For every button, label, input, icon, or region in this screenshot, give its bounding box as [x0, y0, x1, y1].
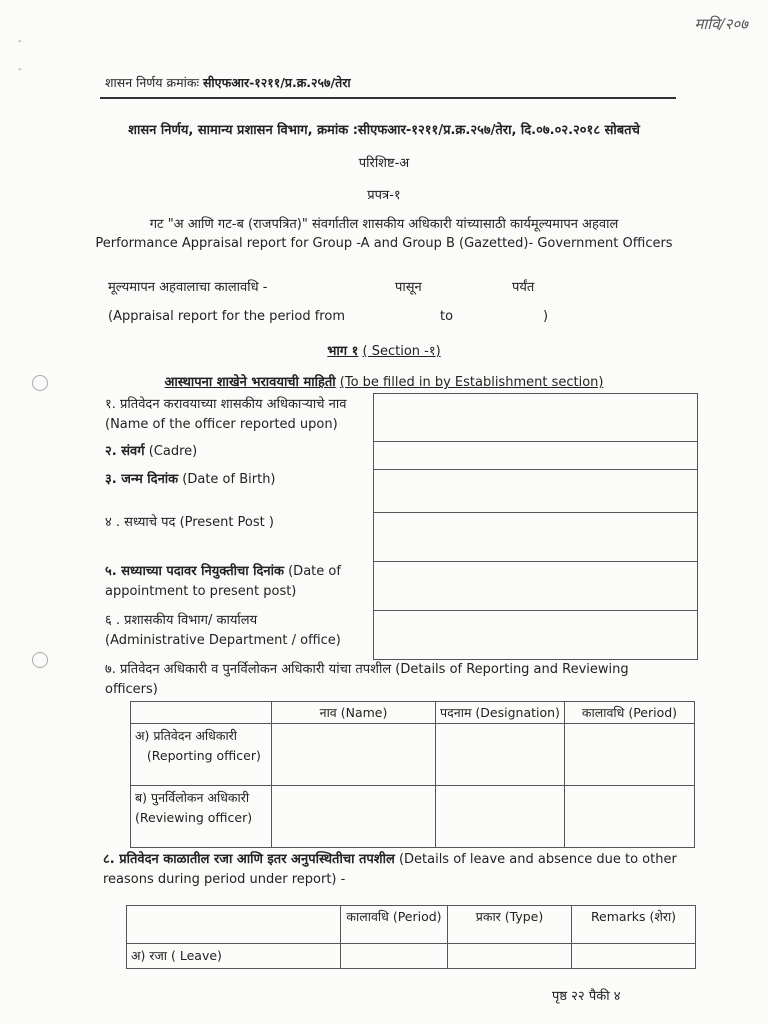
field-label-name: १. प्रतिवेदन करावयाच्या शासकीय अधिकाऱ्याचे नाव (Name of the officer reported upon) [105, 397, 347, 432]
leave-period-cell[interactable] [341, 944, 448, 969]
header-rule [100, 97, 676, 99]
section-title: भाग १ ( Section -१) [327, 344, 441, 359]
table-row [131, 786, 695, 848]
establishment-heading: आस्थापना शाखेने भरावयाची माहिती (To be filled in by Establishment section) [164, 375, 604, 390]
q8-heading: ८. प्रतिवेदन काळातील रजा आणि इतर अनुपस्थितीचा तपशील (Details of leave and absence due to other reasons during period under report) - [103, 852, 677, 887]
table-header: पदनाम (Designation) [436, 702, 565, 724]
reporting-name-cell[interactable] [272, 724, 436, 786]
heading-marathi: गट "अ आणि गट-ब (राजपत्रित)" संवर्गातील शासकीय अधिकारी यांच्यासाठी कार्यमूल्यमापन अहवाल [149, 217, 619, 232]
q7-heading: ७. प्रतिवेदन अधिकारी व पुनर्विलोकन अधिकारी यांचा तपशील (Details of Reporting and Reviewing officers) [105, 662, 629, 697]
field-label-post: ४ . सध्याचे पद (Present Post ) [105, 515, 274, 530]
form-number: प्रपत्र-१ [367, 188, 401, 203]
table-row [131, 724, 695, 786]
reviewing-name-cell[interactable] [272, 786, 436, 848]
period-label-mr: मूल्यमापन अहवालाचा कालावधि - [108, 280, 268, 295]
row-label-leave: अ) रजा ( Leave) [127, 944, 341, 969]
header-reference: शासन निर्णय क्रमांकः सीएफआर-१२११/प्र.क्र.२५७/तेरा [105, 75, 351, 90]
post-field[interactable] [374, 513, 698, 562]
reviewing-designation-cell[interactable] [436, 786, 565, 848]
officers-table [130, 701, 695, 848]
period-label-en: (Appraisal report for the period from [108, 309, 345, 324]
table-header [131, 702, 272, 724]
table-header: Remarks (शेरा) [572, 906, 696, 944]
punch-hole [32, 652, 48, 668]
period-from-mr: पासून [395, 280, 422, 295]
reporting-designation-cell[interactable] [436, 724, 565, 786]
row-label-reviewing: ब) पुनर्विलोकन अधिकारी (Reviewing officer) [131, 786, 272, 848]
table-header [127, 906, 341, 944]
table-header: कालावधि (Period) [565, 702, 695, 724]
period-to-mr: पर्यंत [512, 280, 535, 295]
document-title: शासन निर्णय, सामान्य प्रशासन विभाग, क्रमांक :सीएफआर-१२११/प्र.क्र.२५७/तेरा, दि.०७.०२.२०१८ सोबतचे [128, 123, 640, 138]
field-label-appointment: ५. सध्याच्या पदावर नियुक्तीचा दिनांक (Date of appointment to present post) [105, 564, 341, 599]
field-label-department: ६ . प्रशासकीय विभाग/ कार्यालय (Administrative Department / office) [105, 613, 341, 648]
table-header: नाव (Name) [272, 702, 436, 724]
cadre-field[interactable] [374, 442, 698, 470]
field-label-cadre: २. संवर्ग (Cadre) [105, 444, 198, 459]
handwritten-note: मावि/२०७ [694, 15, 748, 33]
field-label-dob: ३. जन्म दिनांक (Date of Birth) [105, 472, 276, 487]
dob-field[interactable] [374, 470, 698, 513]
department-field[interactable] [374, 611, 698, 660]
leave-table [126, 905, 696, 969]
leave-type-cell[interactable] [448, 944, 572, 969]
row-label-reporting: अ) प्रतिवेदन अधिकारी (Reporting officer) [131, 724, 272, 786]
table-row [127, 944, 696, 969]
reviewing-period-cell[interactable] [565, 786, 695, 848]
appendix-label: परिशिष्ट-अ [358, 156, 410, 171]
margin-mark: - [18, 36, 22, 47]
name-field[interactable] [374, 394, 698, 442]
reporting-period-cell[interactable] [565, 724, 695, 786]
page-number: पृष्ठ २२ पैकी ४ [552, 989, 621, 1004]
section1-value-boxes [373, 393, 698, 660]
heading-english: Performance Appraisal report for Group -A and Group B (Gazetted)- Government Officers [95, 236, 673, 251]
table-header: प्रकार (Type) [448, 906, 572, 944]
period-close: ) [543, 309, 549, 324]
margin-mark: - [18, 64, 22, 75]
period-to-en: to [440, 309, 454, 324]
leave-remarks-cell[interactable] [572, 944, 696, 969]
table-header: कालावधि (Period) [341, 906, 448, 944]
appointment-date-field[interactable] [374, 562, 698, 611]
